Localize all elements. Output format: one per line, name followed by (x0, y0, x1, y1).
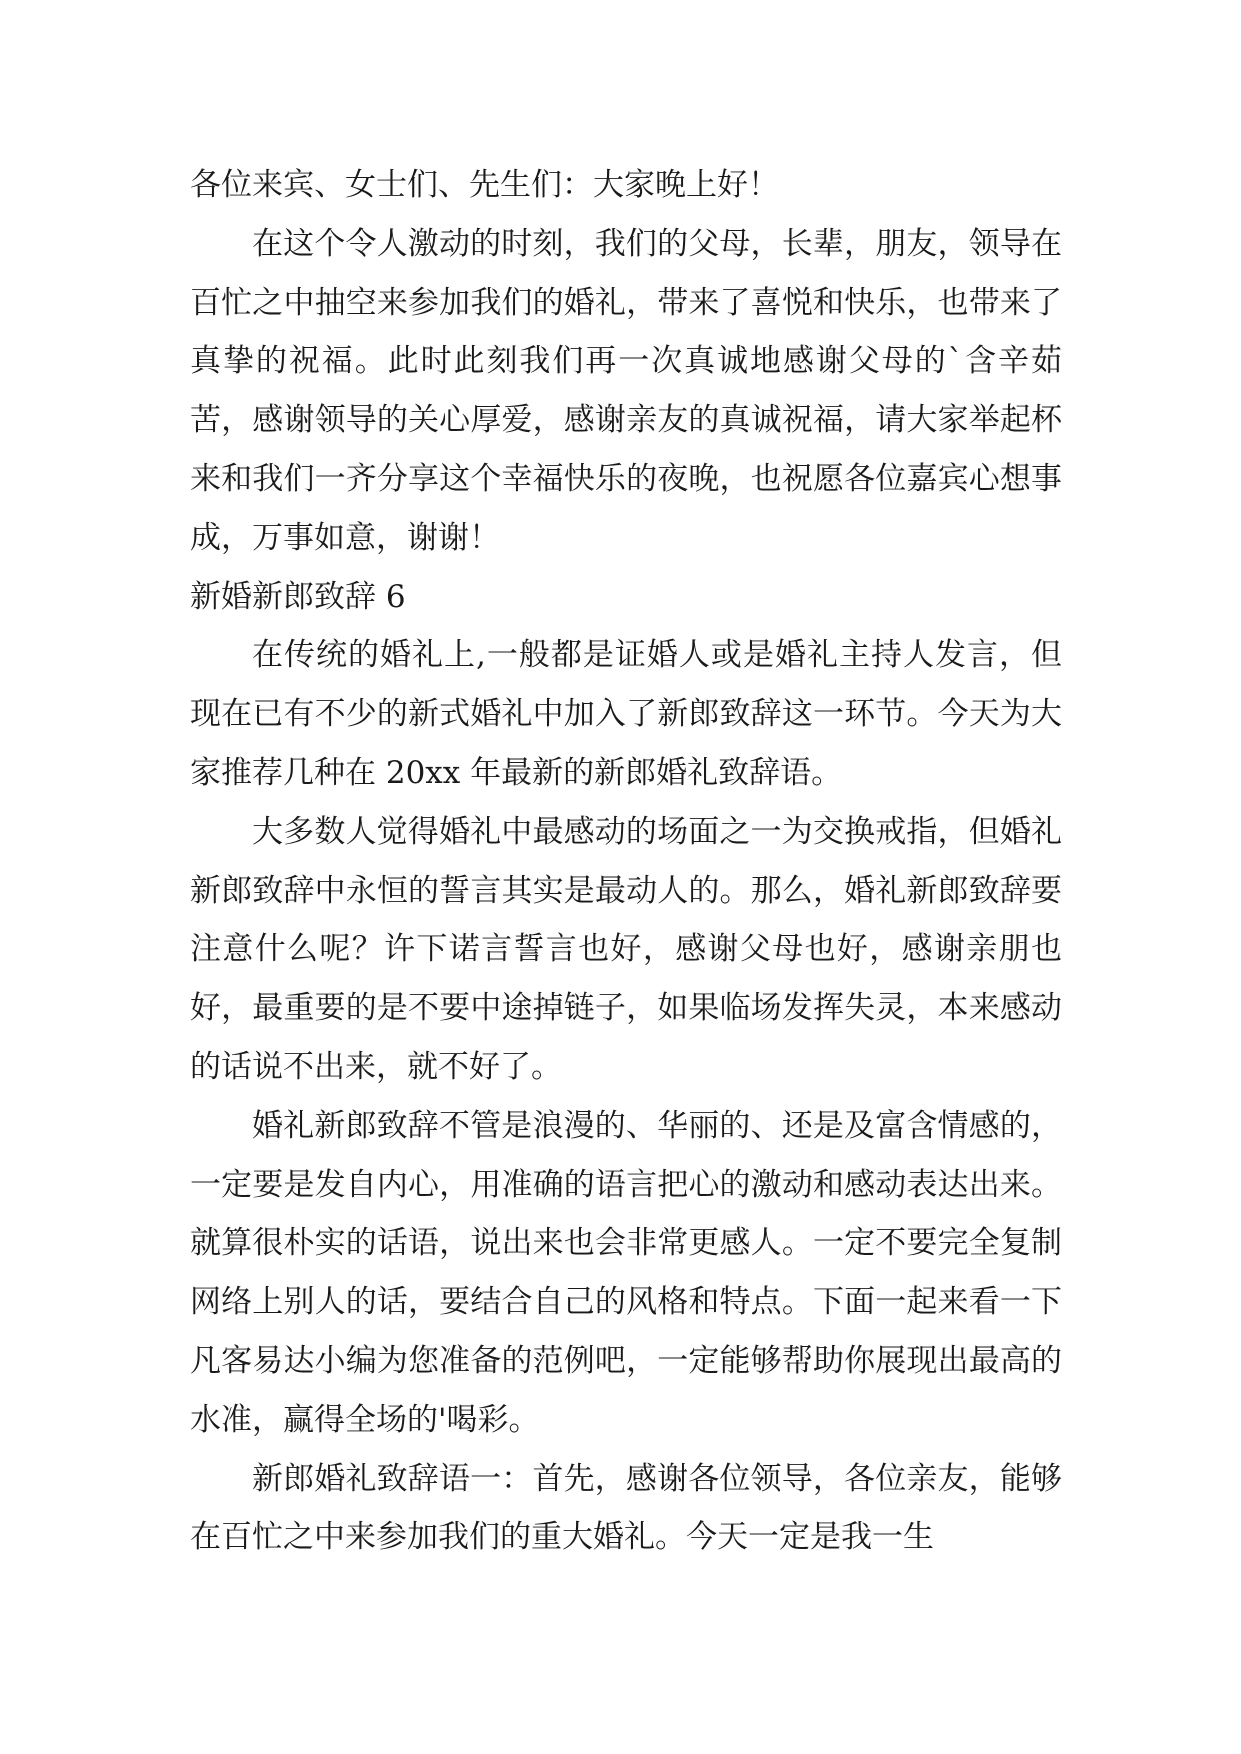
thanks-paragraph: 在这个令人激动的时刻，我们的父母，长辈，朋友，领导在百忙之中抽空来参加我们的婚礼，带来了喜悦和快乐，也带来了真挚的祝福。此时此刻我们再一次真诚地感谢父母的`含辛茹苦，感谢领导的关心厚爱，感谢亲友的真诚祝福，请大家举起杯来和我们一齐分享这个幸福快乐的夜晚，也祝愿各位嘉宾心想事成，万事如意，谢谢！ (190, 225, 1062, 556)
greeting-paragraph: 各位来宾、女士们、先生们：大家晚上好！ (190, 167, 779, 203)
document-page (190, 156, 1062, 1567)
section-heading: 新婚新郎致辞 6 (190, 578, 406, 615)
section-paragraph-intro: 在传统的婚礼上,一般都是证婚人或是婚礼主持人发言，但现在已有不少的新式婚礼中加入了新郎致辞这一环节。今天为大家推荐几种在 20xx 年最新的新郎婚礼致辞语。 (190, 637, 1062, 791)
section-paragraph-example: 新郎婚礼致辞语一：首先，感谢各位领导，各位亲友，能够在百忙之中来参加我们的重大婚礼。今天一定是我一生 (190, 1460, 1062, 1556)
section-paragraph-advice: 婚礼新郎致辞不管是浪漫的、华丽的、还是及富含情感的，一定要是发自内心，用准确的语言把心的激动和感动表达出来。就算很朴实的话语，说出来也会非常更感人。一定不要完全复制网络上别人的话，要结合自己的风格和特点。下面一起来看一下凡客易达小编为您准备的范例吧，一定能够帮助你展现出最高的水准，赢得全场的'喝彩。 (190, 1107, 1062, 1438)
section-paragraph-vows: 大多数人觉得婚礼中最感动的场面之一为交换戒指，但婚礼新郎致辞中永恒的誓言其实是最动人的。那么，婚礼新郎致辞要注意什么呢？许下诺言誓言也好，感谢父母也好，感谢亲朋也好，最重要的是不要中途掉链子，如果临场发挥失灵，本来感动的话说不出来，就不好了。 (190, 813, 1062, 1085)
